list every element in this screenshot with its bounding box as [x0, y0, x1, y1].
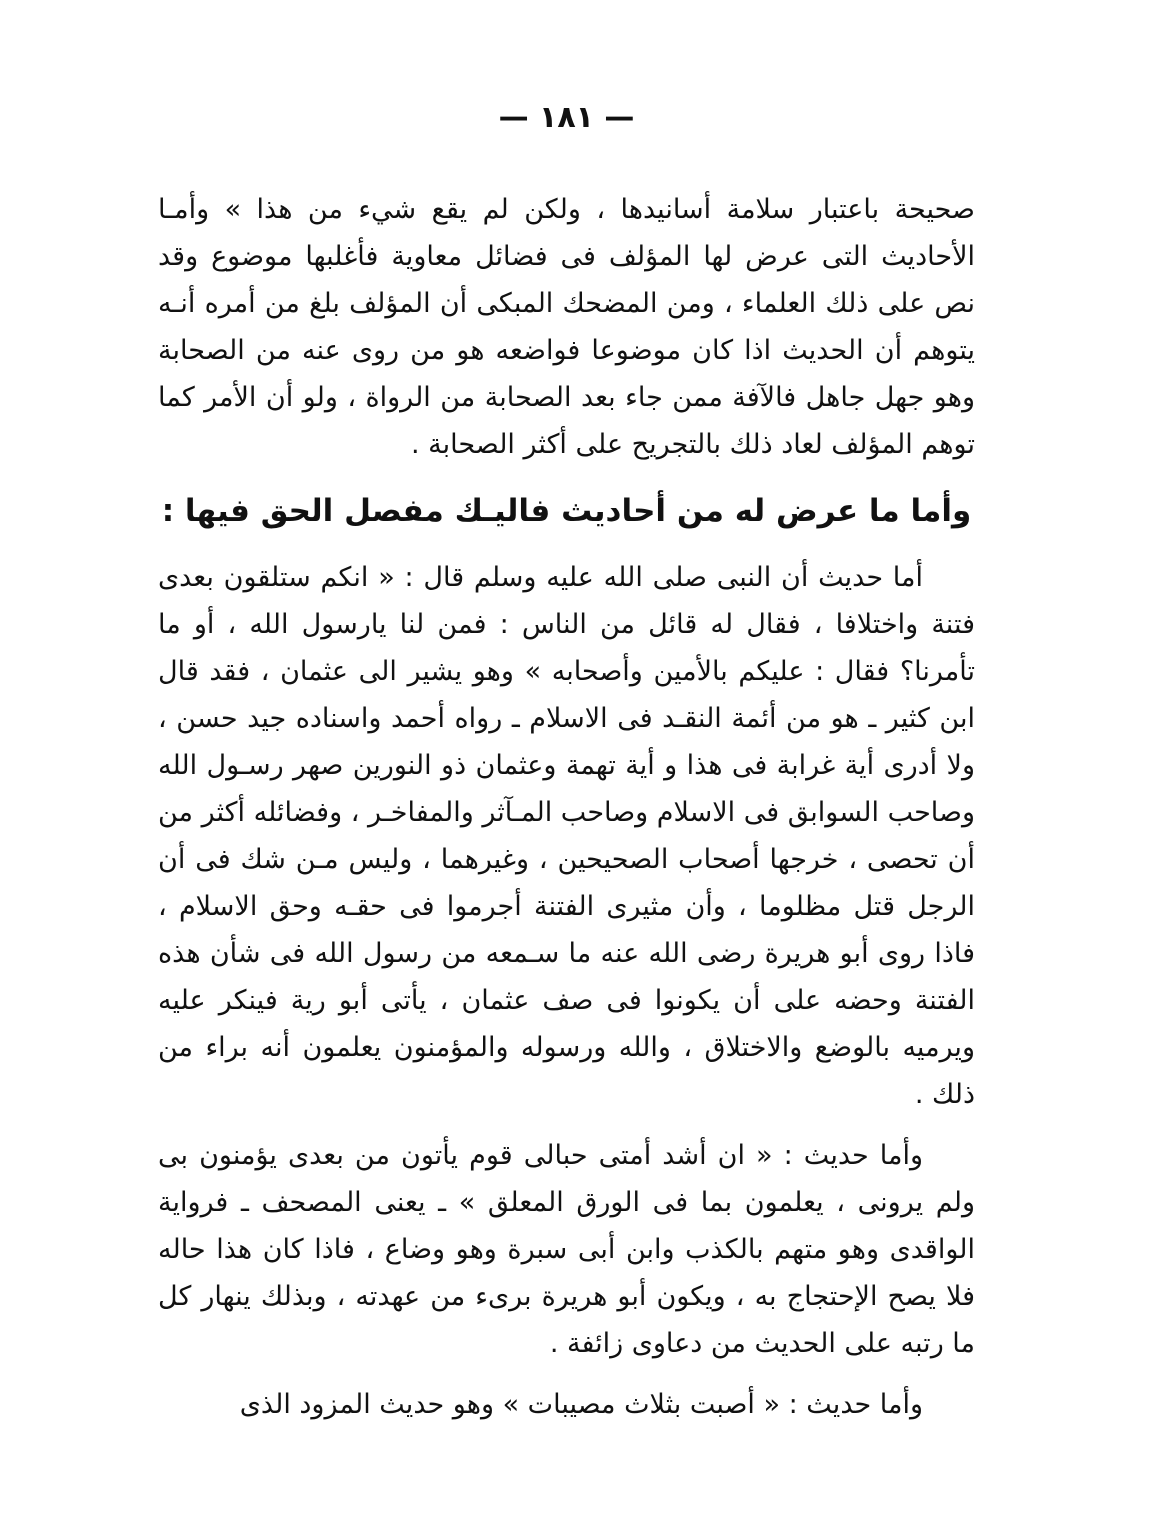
page-number: — ١٨١ — — [498, 100, 635, 135]
paragraph-gap — [158, 1118, 975, 1132]
paragraph-4: وأما حديث : « أصبت بثلاث مصيبات » وهو حديث المزود الذى — [239, 1389, 923, 1420]
section-heading: وأما ما عرض له من أحاديث فاليـك مفصل الحق فيها : — [161, 493, 972, 529]
paragraph-2: أما حديث أن النبى صلى الله عليه وسلم قال : « انكم ستلقون بعدى فتنة واختلافا ، فقال له قائل من الناس : فمن لنا يارسول الله ، أو ما تأمرنا؟ فقال : عليكم بالأمين وأصحابه » وهو يشير الى عثمان ، فقد قال ابن كثير ـ هو من أئمة النقـد فى الاسلام ـ رواه أحمد واسناده جيد حسن ، ولا أدرى أية غرابة فى هذا و أية تهمة وعثمان ذو النورين صهر رسـول الله وصاحب السوابق فى الاسلام وصاحب المـآثر والمفاخـر ، وفضائله أكثر من أن تحصى ، خرجها أصحاب الصحيحين ، وغيرهما ، وليس مـن شك فى أن الرجل قتل مظلوما ، وأن مثيرى الفتنة أجرموا فى حقـه وحق الاسلام ، فاذا روى أبو هريرة رضى الله عنه ما سـمعه من رسول الله فى شأن هذه الفتنة وحضه على أن يكونوا فى صف عثمان ، يأتى أبو رية فينكر عليه ويرميه بالوضع والاختلاق ، والله ورسوله والمؤمنون يعلمون أنه براء من ذلك . — [158, 562, 975, 1110]
paragraph-1: صحيحة باعتبار سلامة أسانيدها ، ولكن لم يقع شيء من هذا » وأمـا الأحاديث التى عرض لها المؤلف فى فضائل معاوية فأغلبها موضوع وقد نص على ذلك العلماء ، ومن المضحك المبكى أن المؤلف بلغ من أمره أنـه يتوهم أن الحديث اذا كان موضوعا فواضعه هو من روى عنه من الصحابة وهو جهل جاهل فالآفة ممن جاء بعد الصحابة من الرواة ، ولو أن الأمر كما توهم المؤلف لعاد ذلك بالتجريح على أكثر الصحابة . — [158, 194, 975, 460]
paragraph-gap — [158, 1367, 975, 1381]
paragraph-3: وأما حديث : « ان أشد أمتى حبالى قوم يأتون من بعدى يؤمنون بى ولم يرونى ، يعلمون بما فى الورق المعلق » ـ يعنى المصحف ـ فرواية الواقدى وهو متهم بالكذب وابن أبى سبرة وهو وضاع ، فاذا كان هذا حاله فلا يصح الإحتجاج به ، ويكون أبو هريرة برىء من عهدته ، وبذلك ينهار كل ما رتبه على الحديث من دعاوى زائفة . — [158, 1140, 975, 1359]
